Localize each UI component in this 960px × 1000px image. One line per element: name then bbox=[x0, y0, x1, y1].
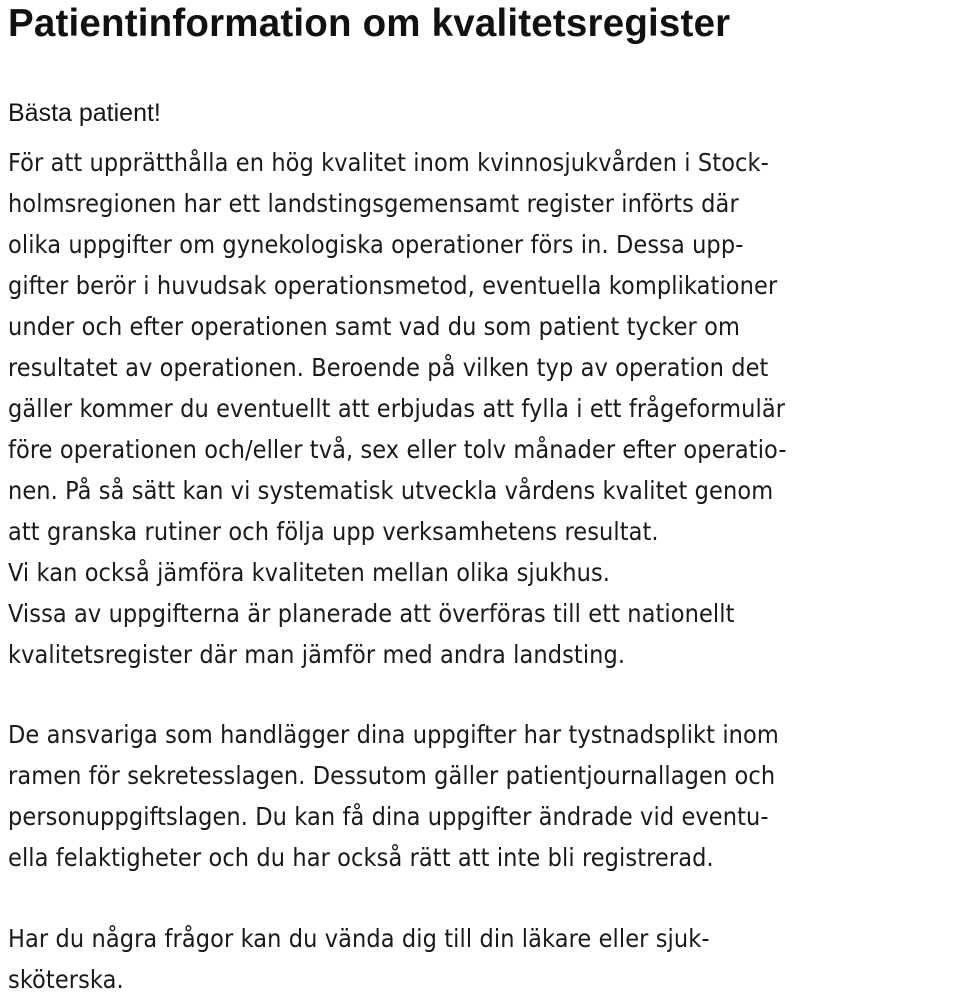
text-line: holmsregionen har ett landstingsgemensamt register införts där bbox=[8, 189, 739, 218]
text-line: nen. På så sätt kan vi systematisk utveckla vårdens kvalitet genom bbox=[8, 476, 774, 505]
text-line: ella felaktigheter och du har också rätt att inte bli registrerad. bbox=[8, 843, 714, 872]
page-title: Patientinformation om kvalitetsregister bbox=[8, 2, 731, 45]
text-line: De ansvariga som handlägger dina uppgifter har tystnadsplikt inom bbox=[8, 720, 779, 749]
paragraph-contact bbox=[8, 918, 960, 1000]
text-line: ramen för sekretesslagen. Dessutom gäller patientjournallagen och bbox=[8, 761, 776, 790]
text-line: olika uppgifter om gynekologiska operationer förs in. Dessa upp- bbox=[8, 230, 744, 259]
text-line: Vi kan också jämföra kvaliteten mellan olika sjukhus. bbox=[8, 558, 611, 587]
text-line: resultatet av operationen. Beroende på vilken typ av operation det bbox=[8, 353, 769, 382]
text-line: före operationen och/eller två, sex eller tolv månader efter operatio- bbox=[8, 435, 787, 464]
greeting: Bästa patient! bbox=[8, 99, 161, 127]
paragraph-registry-purpose bbox=[8, 142, 960, 675]
text-line: Har du några frågor kan du vända dig till din läkare eller sjuk- bbox=[8, 924, 710, 953]
text-line: under och efter operationen samt vad du som patient tycker om bbox=[8, 312, 741, 341]
text-line: gäller kommer du eventuellt att erbjudas att fylla i ett frågeformulär bbox=[8, 394, 786, 423]
text-line: För att upprätthålla en hög kvalitet inom kvinnosjukvården i Stock- bbox=[8, 148, 769, 177]
text-line: personuppgiftslagen. Du kan få dina uppgifter ändrade vid eventu- bbox=[8, 802, 769, 831]
text-line: gifter berör i huvudsak operationsmetod, eventuella komplikationer bbox=[8, 271, 778, 300]
text-line: kvalitetsregister där man jämför med andra landsting. bbox=[8, 640, 626, 669]
text-line: Vissa av uppgifterna är planerade att överföras till ett nationellt bbox=[8, 599, 735, 628]
text-line: sköterska. bbox=[8, 965, 124, 994]
text-line: att granska rutiner och följa upp verksamhetens resultat. bbox=[8, 517, 659, 546]
paragraph-confidentiality bbox=[8, 714, 960, 878]
